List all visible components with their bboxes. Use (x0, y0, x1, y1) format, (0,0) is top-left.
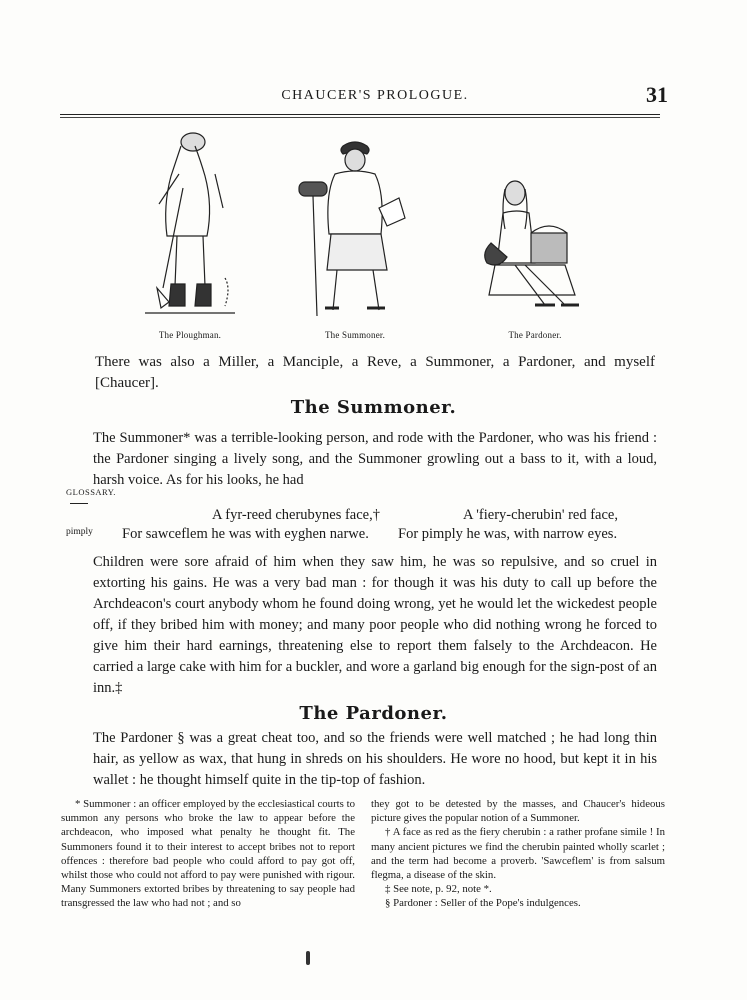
summoner-engraving-icon (295, 138, 415, 328)
verse-original-2: For sawceflem he was with eyghen narwe. (122, 526, 369, 542)
ink-mark (306, 951, 310, 965)
running-title: CHAUCER'S PROLOGUE. (281, 88, 469, 103)
summoner-heading: The Summoner. (290, 397, 457, 418)
verse-modern-1: A 'fiery-cherubin' red face, (463, 507, 618, 523)
header-rule (60, 114, 660, 115)
footnote-double-dagger: ‡ See note, p. 92, note *. (385, 883, 492, 896)
illustrations (120, 128, 600, 348)
footnote-summoner: * Summoner : an officer employed by the ecclesiastical courts to summon any persons who broke the law to appear before the archdeacon, who imposed what penalty he thought fit. The Summoners found it to their interest to accept bribes not to report offences : therefore bad people who could afford to pay got off, whilst those who could not afford to pay were punished with rigour. Many Summoners extorted bribes by threatening to say people had transgressed the law who had not ; and so (61, 798, 355, 910)
figure-summoner (290, 138, 420, 340)
footnote-left-column (61, 797, 355, 911)
footnote-section: § Pardoner : Seller of the Pope's indulgences. (385, 897, 581, 910)
pardoner-paragraph: The Pardoner § was a great cheat too, and so the friends were well matched ; he had long thin hair, as yellow as wax, that hung in shreds on his shoulders. He wore no hood, but kept it in his wallet : he thought himself quite in the tip-top of fashion. (93, 730, 657, 788)
verse-original-1: A fyr-reed cherubynes face,† (212, 507, 380, 523)
summoner-paragraph-1: The Summoner* was a terrible-looking person, and rode with the Pardoner, who was his friend : the Pardoner singing a lively song, and the Summoner growling out a bass to it, with a loud, harsh voice. As for his looks, he had (93, 430, 657, 488)
figure-ploughman (130, 128, 250, 340)
pardoner-heading: The Pardoner. (299, 703, 448, 724)
intro-line: There was also a Miller, a Manciple, a Reve, a Summoner, a Pardoner, and myself [Chaucer]. (95, 354, 655, 391)
figure-caption: The Ploughman. (158, 330, 222, 340)
page-number: 31 (646, 82, 668, 107)
figure-caption: The Summoner. (324, 330, 386, 340)
footnote-continuation: they got to be detested by the masses, and Chaucer's hideous picture gives the popular notion of a Summoner. (371, 798, 665, 825)
page-header (60, 82, 668, 112)
ploughman-engraving-icon (135, 128, 245, 328)
summoner-paragraph-2: Children were sore afraid of him when they saw him, he was so repulsive, and so cruel in extorting his gains. He was a very bad man : for though it was his duty to call up before the Archdeacon's court anybody whom he found doing wrong, yet he would let the wickedest people off, if they bribed him with money; and many poor people who did nothing wrong he forced to give him their hard earnings, threatening else to report them falsely to the Archdeacon. He carried a large cake with him for a buckler, and wore a garland big enough for the sign-post of an inn.‡ (93, 554, 657, 696)
figure-pardoner (470, 173, 600, 340)
pardoner-engraving-icon (475, 173, 595, 328)
footnote-right-column (371, 797, 665, 911)
footnote-dagger: † A face as red as the fiery cherubin : a rather profane simile ! In many ancient pictures we find the cherubin painted wholly scarlet ; and the term had become a proverb. 'Sawceflem' is from salsum flegma, a disease of the skin. (371, 826, 665, 882)
verse-modern-2: For pimply he was, with narrow eyes. (398, 526, 618, 542)
glossary-label: GLOSSARY. (66, 487, 116, 504)
figure-caption: The Pardoner. (508, 330, 562, 340)
gloss-word: pimply (66, 527, 93, 537)
